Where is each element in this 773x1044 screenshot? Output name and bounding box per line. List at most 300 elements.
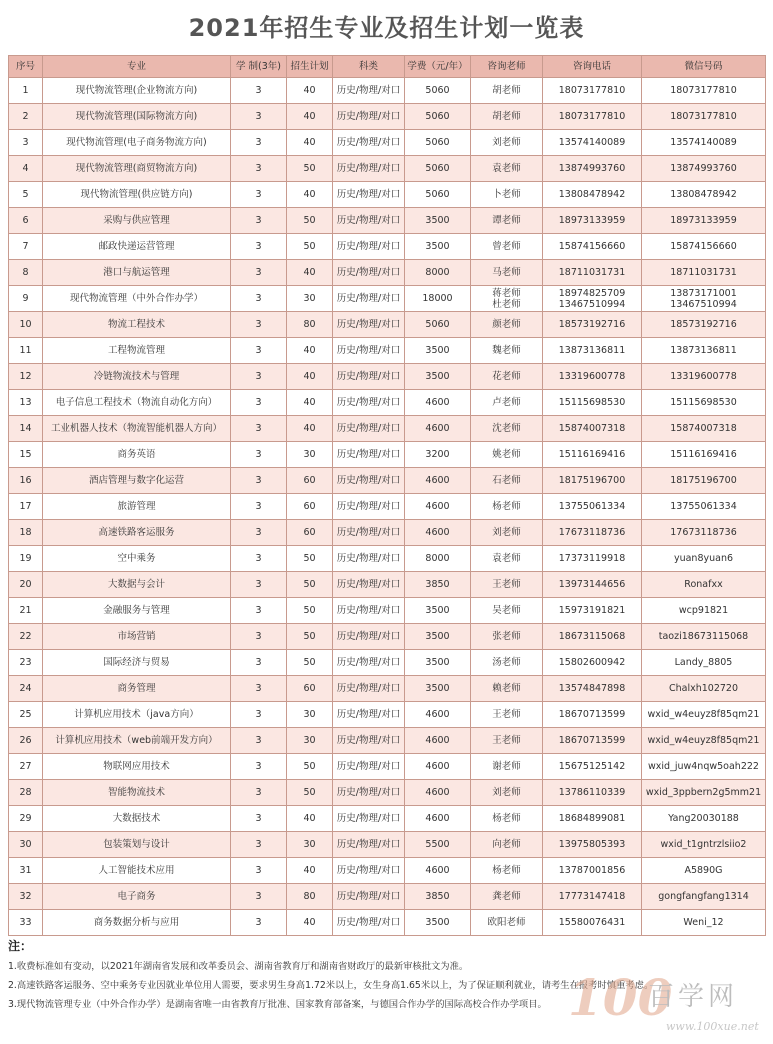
major-name-cell: 物流工程技术 bbox=[43, 312, 231, 338]
table-row bbox=[9, 468, 766, 494]
subject-category-cell: 历史/物理/对口 bbox=[333, 572, 405, 598]
advisor-name-cell: 赖老师 bbox=[471, 676, 543, 702]
subject-category-cell: 历史/物理/对口 bbox=[333, 364, 405, 390]
row-number-cell: 2 bbox=[9, 104, 43, 130]
major-name-cell: 金融服务与管理 bbox=[43, 598, 231, 624]
note-line: 2.高速铁路客运服务、空中乘务专业因就业单位用人需要，要求男生身高1.72米以上，女生身高1.65米以上，为了保证顺利就业，请考生在报考时慎重考虑。 bbox=[8, 980, 654, 991]
advisor-name-cell: 卢老师 bbox=[471, 390, 543, 416]
subject-category-cell: 历史/物理/对口 bbox=[333, 650, 405, 676]
wechat-id-cell: 13574140089 bbox=[642, 130, 766, 156]
tuition-cell: 4600 bbox=[405, 858, 471, 884]
subject-category-cell: 历史/物理/对口 bbox=[333, 676, 405, 702]
row-number-cell: 27 bbox=[9, 754, 43, 780]
wechat-id-cell: 15874156660 bbox=[642, 234, 766, 260]
advisor-name-cell: 龚老师 bbox=[471, 884, 543, 910]
table-header-row bbox=[9, 56, 766, 78]
watermark-logo: 100 bbox=[568, 968, 673, 1027]
advisor-name-cell: 杨老师 bbox=[471, 858, 543, 884]
major-name-cell: 现代物流管理(电子商务物流方向) bbox=[43, 130, 231, 156]
advisor-phone-cell: 18073177810 bbox=[543, 104, 642, 130]
major-name-cell: 物联网应用技术 bbox=[43, 754, 231, 780]
subject-category-cell: 历史/物理/对口 bbox=[333, 546, 405, 572]
wechat-id-cell: taozi18673115068 bbox=[642, 624, 766, 650]
advisor-phone-cell: 18684899081 bbox=[543, 806, 642, 832]
wechat-id-cell: wcp91821 bbox=[642, 598, 766, 624]
major-name-cell: 工程物流管理 bbox=[43, 338, 231, 364]
wechat-id-cell: 18073177810 bbox=[642, 78, 766, 104]
subject-category-cell: 历史/物理/对口 bbox=[333, 910, 405, 936]
row-number-cell: 31 bbox=[9, 858, 43, 884]
watermark-url: www.100xue.net bbox=[666, 1020, 759, 1033]
table-row bbox=[9, 546, 766, 572]
advisor-name-cell: 卜老师 bbox=[471, 182, 543, 208]
enrollment-quota-cell: 40 bbox=[287, 910, 333, 936]
column-header: 序号 bbox=[9, 56, 43, 78]
subject-category-cell: 历史/物理/对口 bbox=[333, 234, 405, 260]
duration-cell: 3 bbox=[231, 754, 287, 780]
wechat-id-cell: 18073177810 bbox=[642, 104, 766, 130]
duration-cell: 3 bbox=[231, 104, 287, 130]
table-row bbox=[9, 910, 766, 936]
enrollment-quota-cell: 40 bbox=[287, 78, 333, 104]
major-name-cell: 现代物流管理（中外合作办学） bbox=[43, 286, 231, 312]
subject-category-cell: 历史/物理/对口 bbox=[333, 494, 405, 520]
wechat-id-cell: 18711031731 bbox=[642, 260, 766, 286]
column-header: 咨询电话 bbox=[543, 56, 642, 78]
duration-cell: 3 bbox=[231, 858, 287, 884]
subject-category-cell: 历史/物理/对口 bbox=[333, 806, 405, 832]
column-header: 学 制(3年) bbox=[231, 56, 287, 78]
duration-cell: 3 bbox=[231, 520, 287, 546]
enrollment-quota-cell: 60 bbox=[287, 676, 333, 702]
enrollment-quota-cell: 80 bbox=[287, 312, 333, 338]
column-header: 咨询老师 bbox=[471, 56, 543, 78]
advisor-name-cell: 石老师 bbox=[471, 468, 543, 494]
advisor-name-cell: 胡老师 bbox=[471, 78, 543, 104]
table-row bbox=[9, 858, 766, 884]
advisor-phone-cell: 13973144656 bbox=[543, 572, 642, 598]
duration-cell: 3 bbox=[231, 260, 287, 286]
major-name-cell: 电子商务 bbox=[43, 884, 231, 910]
tuition-cell: 5060 bbox=[405, 104, 471, 130]
tuition-cell: 4600 bbox=[405, 702, 471, 728]
tuition-cell: 3500 bbox=[405, 676, 471, 702]
table-row bbox=[9, 208, 766, 234]
major-name-cell: 市场营销 bbox=[43, 624, 231, 650]
advisor-name-cell: 袁老师 bbox=[471, 156, 543, 182]
enrollment-quota-cell: 50 bbox=[287, 754, 333, 780]
note-line: 3.现代物流管理专业（中外合作办学）是湖南省唯一由省教育厅批准、国家教育部备案，与德国合作办学的国际高校合作办学项目。 bbox=[8, 999, 547, 1010]
table-row bbox=[9, 260, 766, 286]
tuition-cell: 4600 bbox=[405, 468, 471, 494]
major-name-cell: 现代物流管理(国际物流方向) bbox=[43, 104, 231, 130]
enrollment-quota-cell: 40 bbox=[287, 182, 333, 208]
advisor-phone-cell: 17773147418 bbox=[543, 884, 642, 910]
major-name-cell: 计算机应用技术（java方向） bbox=[43, 702, 231, 728]
advisor-name-cell: 谭老师 bbox=[471, 208, 543, 234]
table-row bbox=[9, 390, 766, 416]
advisor-phone-cell: 15973191821 bbox=[543, 598, 642, 624]
enrollment-quota-cell: 60 bbox=[287, 494, 333, 520]
tuition-cell: 8000 bbox=[405, 260, 471, 286]
table-row bbox=[9, 130, 766, 156]
row-number-cell: 25 bbox=[9, 702, 43, 728]
table-row bbox=[9, 702, 766, 728]
table-row bbox=[9, 832, 766, 858]
duration-cell: 3 bbox=[231, 702, 287, 728]
table-row bbox=[9, 780, 766, 806]
advisor-name-cell: 杨老师 bbox=[471, 806, 543, 832]
table-row bbox=[9, 884, 766, 910]
wechat-id-cell: Ronafxx bbox=[642, 572, 766, 598]
advisor-name-cell: 吴老师 bbox=[471, 598, 543, 624]
subject-category-cell: 历史/物理/对口 bbox=[333, 858, 405, 884]
advisor-phone-cell: 18711031731 bbox=[543, 260, 642, 286]
tuition-cell: 3850 bbox=[405, 572, 471, 598]
wechat-id-cell: 13808478942 bbox=[642, 182, 766, 208]
column-header: 学费（元/年） bbox=[405, 56, 471, 78]
table-row bbox=[9, 572, 766, 598]
wechat-id-cell: Chalxh102720 bbox=[642, 676, 766, 702]
enrollment-quota-cell: 40 bbox=[287, 338, 333, 364]
advisor-phone-cell: 13787001856 bbox=[543, 858, 642, 884]
row-number-cell: 4 bbox=[9, 156, 43, 182]
enrollment-quota-cell: 60 bbox=[287, 468, 333, 494]
enrollment-quota-cell: 50 bbox=[287, 546, 333, 572]
subject-category-cell: 历史/物理/对口 bbox=[333, 260, 405, 286]
subject-category-cell: 历史/物理/对口 bbox=[333, 156, 405, 182]
subject-category-cell: 历史/物理/对口 bbox=[333, 468, 405, 494]
advisor-phone-cell: 13808478942 bbox=[543, 182, 642, 208]
wechat-id-cell: 15115698530 bbox=[642, 390, 766, 416]
table-row bbox=[9, 286, 766, 312]
wechat-id-cell: 13873171001 13467510994 bbox=[642, 286, 766, 312]
table-row bbox=[9, 494, 766, 520]
advisor-name-cell: 欧阳老师 bbox=[471, 910, 543, 936]
major-name-cell: 冷链物流技术与管理 bbox=[43, 364, 231, 390]
enrollment-quota-cell: 50 bbox=[287, 208, 333, 234]
major-name-cell: 智能物流技术 bbox=[43, 780, 231, 806]
advisor-name-cell: 王老师 bbox=[471, 728, 543, 754]
major-name-cell: 工业机器人技术（物流智能机器人方向） bbox=[43, 416, 231, 442]
table-row bbox=[9, 754, 766, 780]
major-name-cell: 人工智能技术应用 bbox=[43, 858, 231, 884]
table-row bbox=[9, 182, 766, 208]
subject-category-cell: 历史/物理/对口 bbox=[333, 182, 405, 208]
duration-cell: 3 bbox=[231, 208, 287, 234]
enrollment-quota-cell: 40 bbox=[287, 364, 333, 390]
enrollment-quota-cell: 40 bbox=[287, 806, 333, 832]
row-number-cell: 29 bbox=[9, 806, 43, 832]
tuition-cell: 5500 bbox=[405, 832, 471, 858]
major-name-cell: 计算机应用技术（web前端开发方向） bbox=[43, 728, 231, 754]
advisor-phone-cell: 18673115068 bbox=[543, 624, 642, 650]
major-name-cell: 大数据与会计 bbox=[43, 572, 231, 598]
tuition-cell: 5060 bbox=[405, 130, 471, 156]
row-number-cell: 22 bbox=[9, 624, 43, 650]
watermark-site-name: 百学网 bbox=[648, 982, 739, 1012]
duration-cell: 3 bbox=[231, 598, 287, 624]
column-header: 专业 bbox=[43, 56, 231, 78]
duration-cell: 3 bbox=[231, 728, 287, 754]
advisor-phone-cell: 18670713599 bbox=[543, 728, 642, 754]
tuition-cell: 3500 bbox=[405, 364, 471, 390]
tuition-cell: 5060 bbox=[405, 156, 471, 182]
tuition-cell: 4600 bbox=[405, 806, 471, 832]
tuition-cell: 4600 bbox=[405, 416, 471, 442]
row-number-cell: 26 bbox=[9, 728, 43, 754]
advisor-name-cell: 王老师 bbox=[471, 572, 543, 598]
table-row bbox=[9, 676, 766, 702]
row-number-cell: 20 bbox=[9, 572, 43, 598]
table-row bbox=[9, 442, 766, 468]
enrollment-quota-cell: 50 bbox=[287, 598, 333, 624]
advisor-name-cell: 刘老师 bbox=[471, 780, 543, 806]
advisor-name-cell: 张老师 bbox=[471, 624, 543, 650]
major-name-cell: 电子信息工程技术（物流自动化方向） bbox=[43, 390, 231, 416]
advisor-phone-cell: 13874993760 bbox=[543, 156, 642, 182]
row-number-cell: 7 bbox=[9, 234, 43, 260]
duration-cell: 3 bbox=[231, 364, 287, 390]
wechat-id-cell: gongfangfang1314 bbox=[642, 884, 766, 910]
subject-category-cell: 历史/物理/对口 bbox=[333, 312, 405, 338]
advisor-phone-cell: 13574140089 bbox=[543, 130, 642, 156]
enrollment-quota-cell: 40 bbox=[287, 260, 333, 286]
enrollment-quota-cell: 80 bbox=[287, 884, 333, 910]
row-number-cell: 8 bbox=[9, 260, 43, 286]
enrollment-quota-cell: 50 bbox=[287, 156, 333, 182]
duration-cell: 3 bbox=[231, 338, 287, 364]
wechat-id-cell: 15116169416 bbox=[642, 442, 766, 468]
enrollment-quota-cell: 40 bbox=[287, 130, 333, 156]
enrollment-quota-cell: 30 bbox=[287, 702, 333, 728]
duration-cell: 3 bbox=[231, 286, 287, 312]
advisor-phone-cell: 13574847898 bbox=[543, 676, 642, 702]
tuition-cell: 8000 bbox=[405, 546, 471, 572]
column-header: 科类 bbox=[333, 56, 405, 78]
enrollment-quota-cell: 60 bbox=[287, 520, 333, 546]
major-name-cell: 旅游管理 bbox=[43, 494, 231, 520]
tuition-cell: 3500 bbox=[405, 234, 471, 260]
wechat-id-cell: Landy_8805 bbox=[642, 650, 766, 676]
tuition-cell: 4600 bbox=[405, 728, 471, 754]
wechat-id-cell: 13873136811 bbox=[642, 338, 766, 364]
wechat-id-cell: Weni_12 bbox=[642, 910, 766, 936]
enrollment-quota-cell: 50 bbox=[287, 234, 333, 260]
row-number-cell: 24 bbox=[9, 676, 43, 702]
subject-category-cell: 历史/物理/对口 bbox=[333, 338, 405, 364]
advisor-phone-cell: 15580076431 bbox=[543, 910, 642, 936]
subject-category-cell: 历史/物理/对口 bbox=[333, 884, 405, 910]
wechat-id-cell: A5890G bbox=[642, 858, 766, 884]
row-number-cell: 12 bbox=[9, 364, 43, 390]
notes-title: 注： bbox=[8, 939, 33, 953]
advisor-phone-cell: 15874156660 bbox=[543, 234, 642, 260]
tuition-cell: 4600 bbox=[405, 520, 471, 546]
tuition-cell: 3500 bbox=[405, 598, 471, 624]
advisor-phone-cell: 18670713599 bbox=[543, 702, 642, 728]
advisor-name-cell: 向老师 bbox=[471, 832, 543, 858]
row-number-cell: 15 bbox=[9, 442, 43, 468]
advisor-phone-cell: 13975805393 bbox=[543, 832, 642, 858]
major-name-cell: 现代物流管理(企业物流方向) bbox=[43, 78, 231, 104]
tuition-cell: 3500 bbox=[405, 624, 471, 650]
wechat-id-cell: 18973133959 bbox=[642, 208, 766, 234]
tuition-cell: 3500 bbox=[405, 338, 471, 364]
enrollment-quota-cell: 30 bbox=[287, 728, 333, 754]
table-row bbox=[9, 416, 766, 442]
advisor-phone-cell: 18573192716 bbox=[543, 312, 642, 338]
duration-cell: 3 bbox=[231, 884, 287, 910]
table-row bbox=[9, 338, 766, 364]
row-number-cell: 13 bbox=[9, 390, 43, 416]
duration-cell: 3 bbox=[231, 624, 287, 650]
duration-cell: 3 bbox=[231, 806, 287, 832]
wechat-id-cell: wxid_juw4nqw5oah222 bbox=[642, 754, 766, 780]
duration-cell: 3 bbox=[231, 390, 287, 416]
table-row bbox=[9, 104, 766, 130]
table-row bbox=[9, 728, 766, 754]
major-name-cell: 国际经济与贸易 bbox=[43, 650, 231, 676]
advisor-name-cell: 袁老师 bbox=[471, 546, 543, 572]
advisor-phone-cell: 18974825709 13467510994 bbox=[543, 286, 642, 312]
advisor-phone-cell: 13873136811 bbox=[543, 338, 642, 364]
advisor-name-cell: 谢老师 bbox=[471, 754, 543, 780]
tuition-cell: 3200 bbox=[405, 442, 471, 468]
row-number-cell: 28 bbox=[9, 780, 43, 806]
subject-category-cell: 历史/物理/对口 bbox=[333, 416, 405, 442]
watermark bbox=[568, 968, 768, 1040]
duration-cell: 3 bbox=[231, 910, 287, 936]
subject-category-cell: 历史/物理/对口 bbox=[333, 286, 405, 312]
duration-cell: 3 bbox=[231, 234, 287, 260]
tuition-cell: 3500 bbox=[405, 208, 471, 234]
duration-cell: 3 bbox=[231, 416, 287, 442]
duration-cell: 3 bbox=[231, 676, 287, 702]
advisor-phone-cell: 17673118736 bbox=[543, 520, 642, 546]
enrollment-quota-cell: 30 bbox=[287, 286, 333, 312]
duration-cell: 3 bbox=[231, 442, 287, 468]
wechat-id-cell: 15874007318 bbox=[642, 416, 766, 442]
wechat-id-cell: 13874993760 bbox=[642, 156, 766, 182]
wechat-id-cell: wxid_w4euyz8f85qm21 bbox=[642, 728, 766, 754]
column-header: 招生计划 bbox=[287, 56, 333, 78]
row-number-cell: 16 bbox=[9, 468, 43, 494]
wechat-id-cell: yuan8yuan6 bbox=[642, 546, 766, 572]
advisor-name-cell: 沈老师 bbox=[471, 416, 543, 442]
advisor-name-cell: 魏老师 bbox=[471, 338, 543, 364]
advisor-name-cell: 曾老师 bbox=[471, 234, 543, 260]
duration-cell: 3 bbox=[231, 546, 287, 572]
row-number-cell: 23 bbox=[9, 650, 43, 676]
subject-category-cell: 历史/物理/对口 bbox=[333, 624, 405, 650]
tuition-cell: 4600 bbox=[405, 390, 471, 416]
tuition-cell: 18000 bbox=[405, 286, 471, 312]
enrollment-quota-cell: 30 bbox=[287, 442, 333, 468]
wechat-id-cell: 18175196700 bbox=[642, 468, 766, 494]
enrollment-plan-table bbox=[8, 55, 766, 936]
row-number-cell: 18 bbox=[9, 520, 43, 546]
table-row bbox=[9, 156, 766, 182]
advisor-phone-cell: 18175196700 bbox=[543, 468, 642, 494]
row-number-cell: 30 bbox=[9, 832, 43, 858]
major-name-cell: 现代物流管理(商贸物流方向) bbox=[43, 156, 231, 182]
duration-cell: 3 bbox=[231, 312, 287, 338]
subject-category-cell: 历史/物理/对口 bbox=[333, 520, 405, 546]
duration-cell: 3 bbox=[231, 78, 287, 104]
row-number-cell: 1 bbox=[9, 78, 43, 104]
tuition-cell: 3850 bbox=[405, 884, 471, 910]
advisor-name-cell: 汤老师 bbox=[471, 650, 543, 676]
enrollment-quota-cell: 40 bbox=[287, 416, 333, 442]
advisor-phone-cell: 18973133959 bbox=[543, 208, 642, 234]
advisor-name-cell: 刘老师 bbox=[471, 520, 543, 546]
table-row bbox=[9, 598, 766, 624]
subject-category-cell: 历史/物理/对口 bbox=[333, 78, 405, 104]
table-body bbox=[9, 78, 766, 936]
table-row bbox=[9, 624, 766, 650]
wechat-id-cell: Yang20030188 bbox=[642, 806, 766, 832]
major-name-cell: 港口与航运管理 bbox=[43, 260, 231, 286]
enrollment-quota-cell: 50 bbox=[287, 780, 333, 806]
wechat-id-cell: 17673118736 bbox=[642, 520, 766, 546]
major-name-cell: 商务英语 bbox=[43, 442, 231, 468]
wechat-id-cell: wxid_w4euyz8f85qm21 bbox=[642, 702, 766, 728]
duration-cell: 3 bbox=[231, 780, 287, 806]
duration-cell: 3 bbox=[231, 468, 287, 494]
row-number-cell: 3 bbox=[9, 130, 43, 156]
table-row bbox=[9, 806, 766, 832]
duration-cell: 3 bbox=[231, 832, 287, 858]
tuition-cell: 4600 bbox=[405, 780, 471, 806]
duration-cell: 3 bbox=[231, 572, 287, 598]
major-name-cell: 采购与供应管理 bbox=[43, 208, 231, 234]
advisor-name-cell: 马老师 bbox=[471, 260, 543, 286]
subject-category-cell: 历史/物理/对口 bbox=[333, 442, 405, 468]
table-row bbox=[9, 78, 766, 104]
wechat-id-cell: wxid_t1gntrzlsiio2 bbox=[642, 832, 766, 858]
subject-category-cell: 历史/物理/对口 bbox=[333, 832, 405, 858]
table-row bbox=[9, 520, 766, 546]
tuition-cell: 3500 bbox=[405, 650, 471, 676]
table-row bbox=[9, 312, 766, 338]
note-line: 1.收费标准如有变动，以2021年湖南省发展和改革委员会、湖南省教育厅和湖南省财政厅的最新审核批文为准。 bbox=[8, 961, 469, 972]
advisor-phone-cell: 15115698530 bbox=[543, 390, 642, 416]
column-header: 微信号码 bbox=[642, 56, 766, 78]
tuition-cell: 4600 bbox=[405, 494, 471, 520]
subject-category-cell: 历史/物理/对口 bbox=[333, 754, 405, 780]
advisor-name-cell: 花老师 bbox=[471, 364, 543, 390]
row-number-cell: 32 bbox=[9, 884, 43, 910]
tuition-cell: 3500 bbox=[405, 910, 471, 936]
row-number-cell: 5 bbox=[9, 182, 43, 208]
advisor-name-cell: 蒋老师 杜老师 bbox=[471, 286, 543, 312]
page-title: 2021年招生专业及招生计划一览表 bbox=[188, 14, 585, 42]
major-name-cell: 空中乘务 bbox=[43, 546, 231, 572]
row-number-cell: 10 bbox=[9, 312, 43, 338]
tuition-cell: 4600 bbox=[405, 754, 471, 780]
advisor-name-cell: 王老师 bbox=[471, 702, 543, 728]
row-number-cell: 11 bbox=[9, 338, 43, 364]
advisor-name-cell: 颜老师 bbox=[471, 312, 543, 338]
duration-cell: 3 bbox=[231, 156, 287, 182]
major-name-cell: 商务数据分析与应用 bbox=[43, 910, 231, 936]
advisor-phone-cell: 13786110339 bbox=[543, 780, 642, 806]
advisor-phone-cell: 15675125142 bbox=[543, 754, 642, 780]
wechat-id-cell: 13755061334 bbox=[642, 494, 766, 520]
enrollment-quota-cell: 30 bbox=[287, 832, 333, 858]
row-number-cell: 19 bbox=[9, 546, 43, 572]
